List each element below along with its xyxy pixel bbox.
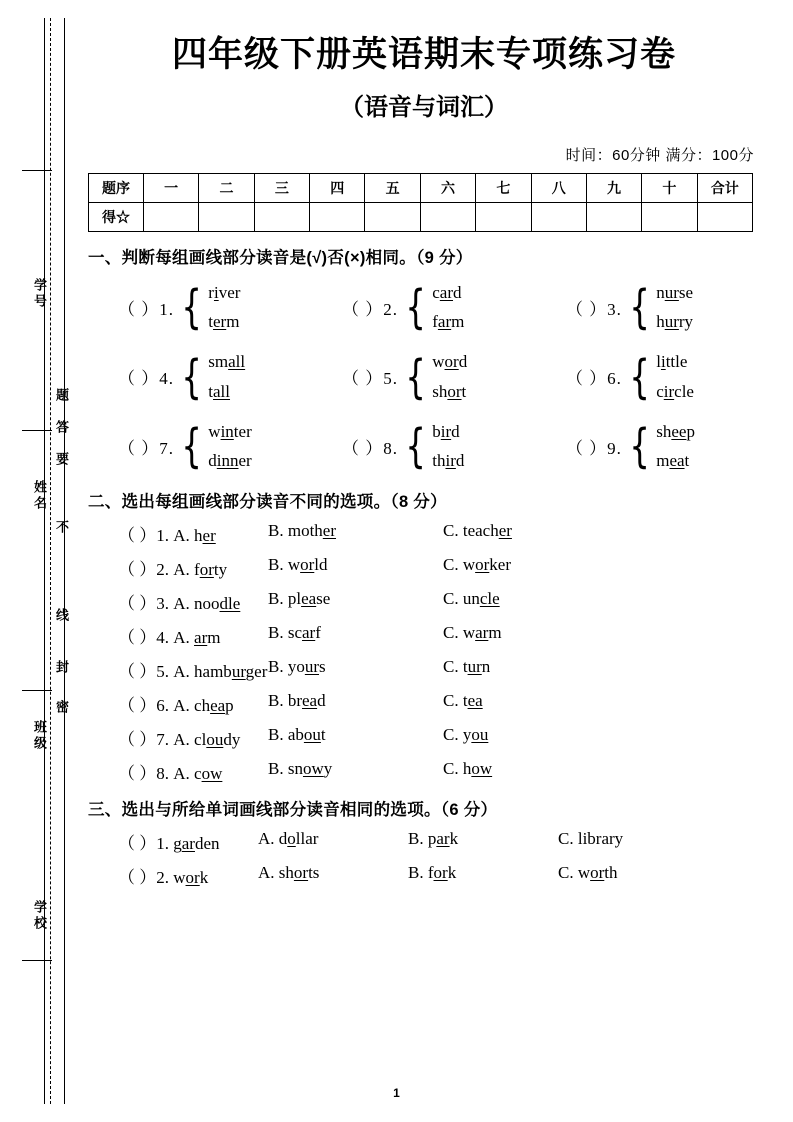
brace-icon: { — [629, 419, 650, 474]
score-col-total: 合计 — [697, 173, 752, 202]
question-item[interactable] — [536, 347, 760, 407]
question-option-c: C. worker — [443, 555, 512, 574]
margin-seal-char-4: 不 — [54, 520, 69, 536]
section-1-row-3 — [88, 417, 760, 477]
word-bottom: tall — [208, 381, 231, 401]
question-option-b: B. about — [268, 725, 326, 744]
question-option-a: （ ）7. A. cloudy — [118, 730, 241, 749]
word-pair — [208, 417, 251, 477]
brace-icon: { — [181, 419, 202, 474]
question-number: （ ）1. — [118, 299, 174, 319]
question-item[interactable] — [312, 347, 536, 407]
word-top: nurse — [656, 282, 694, 302]
question-option-c: C. how — [443, 759, 493, 778]
question-number: （ ）2. — [341, 299, 398, 319]
brace-icon: { — [629, 280, 650, 335]
question-option-a: （ ）8. A. cow — [118, 764, 223, 783]
word-pair — [656, 347, 694, 407]
question-row[interactable] — [88, 725, 760, 750]
section-3-heading: 三、选出与所给单词画线部分读音相同的选项。（6 分） — [88, 801, 498, 819]
exam-sheet — [88, 0, 760, 888]
question-option-b: B. snowy — [268, 759, 333, 778]
question-row[interactable] — [88, 657, 760, 682]
question-option-a: （ ）2. A. forty — [118, 560, 228, 579]
page-number: 1 — [393, 1086, 400, 1100]
margin-line-dashed — [50, 18, 51, 1104]
question-item[interactable] — [88, 417, 312, 477]
margin-seal-char-2: 答 — [54, 420, 69, 436]
score-col-6: 六 — [420, 173, 475, 202]
question-option-a: （ ）3. A. noodle — [118, 594, 241, 613]
margin-rule — [22, 960, 52, 961]
score-col-7: 七 — [476, 173, 531, 202]
word-bottom: farm — [432, 312, 465, 332]
word-bottom: hurry — [656, 312, 694, 332]
margin-label-class: 班级 — [32, 720, 47, 752]
word-top: small — [208, 352, 246, 371]
word-bottom: dinner — [208, 451, 252, 471]
question-option-b: B. scarf — [268, 623, 321, 642]
score-input-total[interactable] — [697, 202, 752, 231]
score-input-3[interactable] — [254, 202, 309, 231]
question-option-c: C. warm — [443, 623, 502, 642]
score-table-row-label-2: 得☆ — [89, 202, 144, 231]
question-option-b: B. yours — [268, 657, 326, 676]
question-row[interactable] — [88, 589, 760, 614]
score-col-5: 五 — [365, 173, 420, 202]
question-row[interactable] — [88, 521, 760, 546]
question-option-b: B. world — [268, 555, 328, 574]
question-stem-word: （ ）2. work — [118, 868, 209, 887]
question-row[interactable] — [88, 623, 760, 648]
section-1-row-1 — [88, 278, 760, 338]
margin-rule — [22, 430, 52, 431]
word-bottom: circle — [656, 381, 694, 401]
score-table-value-row — [89, 202, 753, 231]
score-col-1: 一 — [144, 173, 199, 202]
section-1-heading: 一、判断每组画线部分读音是(√)否(×)相同。（9 分） — [88, 248, 473, 267]
score-input-2[interactable] — [199, 202, 254, 231]
word-pair — [208, 278, 240, 338]
question-option-a: （ ）1. A. her — [118, 526, 216, 545]
question-option-c: C. turn — [443, 657, 491, 676]
margin-label-name: 姓名 — [32, 480, 47, 512]
word-top: winter — [208, 421, 252, 441]
brace-icon: { — [629, 349, 650, 404]
question-item[interactable] — [536, 278, 760, 338]
score-input-4[interactable] — [310, 202, 365, 231]
brace-icon: { — [181, 280, 202, 335]
word-bottom: third — [432, 451, 465, 471]
brace-icon: { — [405, 280, 426, 335]
question-option-c: C. you — [443, 725, 489, 744]
question-option-a: （ ）5. A. hamburger — [118, 662, 268, 681]
margin-label-student-id: 学号 — [32, 278, 47, 310]
question-option-b: B. mother — [268, 521, 337, 540]
score-input-5[interactable] — [365, 202, 420, 231]
margin-seal-char-6: 封 — [54, 660, 69, 676]
score-input-8[interactable] — [531, 202, 586, 231]
score-col-4: 四 — [310, 173, 365, 202]
question-option-a: A. dollar — [258, 829, 319, 848]
margin-label-school: 学校 — [32, 900, 47, 932]
word-pair — [656, 278, 693, 338]
question-number: （ ）6. — [565, 369, 622, 389]
score-col-10: 十 — [642, 173, 697, 202]
question-stem-word: （ ）1. garden — [118, 834, 220, 853]
word-top: bird — [432, 421, 460, 441]
question-option-a: （ ）6. A. cheap — [118, 696, 234, 715]
question-number: （ ）8. — [341, 438, 398, 458]
score-input-1[interactable] — [144, 202, 199, 231]
brace-icon: { — [181, 349, 202, 404]
brace-icon: { — [405, 349, 426, 404]
question-number: （ ）3. — [565, 299, 622, 319]
score-table — [88, 173, 753, 232]
margin-seal-char-1: 题 — [54, 388, 69, 404]
section-1-row-2 — [88, 347, 760, 407]
page-title: 四年级下册英语期末专项练习卷 — [171, 35, 676, 74]
exam-meta: 时间：60分钟 满分：100分 — [565, 146, 754, 164]
word-bottom: short — [432, 381, 467, 401]
question-row[interactable] — [88, 555, 760, 580]
question-option-a: （ ）4. A. arm — [118, 628, 221, 647]
question-option-b: B. please — [268, 589, 331, 608]
question-row[interactable] — [88, 829, 760, 854]
question-row[interactable] — [88, 691, 760, 716]
margin-rule — [22, 170, 52, 171]
score-table-row-label: 题序 — [89, 173, 144, 202]
question-option-c: C. tea — [443, 691, 483, 710]
question-item[interactable] — [88, 278, 312, 338]
question-item[interactable] — [88, 347, 312, 407]
margin-line-outer — [44, 18, 45, 1104]
word-pair — [656, 417, 695, 477]
question-number: （ ）7. — [118, 438, 174, 458]
word-pair — [432, 347, 467, 407]
word-top: little — [656, 352, 688, 371]
section-2-heading: 二、选出每组画线部分读音不同的选项。（8 分） — [88, 493, 447, 511]
question-number: （ ）5. — [341, 369, 398, 389]
word-pair — [432, 278, 464, 338]
score-input-9[interactable] — [586, 202, 641, 231]
question-item[interactable] — [312, 278, 536, 338]
question-number: （ ）4. — [118, 369, 174, 389]
question-option-c: C. library — [558, 829, 624, 848]
score-col-3: 三 — [254, 173, 309, 202]
word-pair — [432, 417, 464, 477]
question-item[interactable] — [536, 417, 760, 477]
score-input-10[interactable] — [642, 202, 697, 231]
question-row[interactable] — [88, 863, 760, 888]
margin-seal-char-3: 要 — [54, 452, 69, 468]
brace-icon: { — [405, 419, 426, 474]
question-option-a: A. shorts — [258, 863, 320, 882]
margin-line-inner — [64, 18, 65, 1104]
binding-margin — [0, 0, 78, 1122]
question-option-b: B. bread — [268, 691, 326, 710]
question-item[interactable] — [312, 417, 536, 477]
word-top: card — [432, 282, 462, 302]
question-number: （ ）9. — [565, 438, 622, 458]
page-subtitle: （语音与词汇） — [340, 93, 508, 121]
margin-seal-char-5: 线 — [54, 608, 69, 624]
score-col-8: 八 — [531, 173, 586, 202]
question-option-b: B. fork — [408, 863, 457, 882]
margin-rule — [22, 690, 52, 691]
word-bottom: meat — [656, 451, 690, 471]
question-option-c: C. uncle — [443, 589, 500, 608]
score-input-6[interactable] — [420, 202, 475, 231]
margin-seal-char-7: 密 — [54, 700, 69, 716]
word-pair — [208, 347, 245, 407]
score-table-header-row — [89, 173, 753, 202]
word-bottom: term — [208, 312, 240, 332]
score-col-2: 二 — [199, 173, 254, 202]
word-top: river — [208, 282, 241, 302]
score-input-7[interactable] — [476, 202, 531, 231]
question-option-c: C. worth — [558, 863, 618, 882]
question-option-c: C. teacher — [443, 521, 512, 540]
question-row[interactable] — [88, 759, 760, 784]
word-top: sheep — [656, 421, 695, 441]
question-option-b: B. park — [408, 829, 459, 848]
word-top: word — [432, 352, 468, 371]
score-col-9: 九 — [586, 173, 641, 202]
